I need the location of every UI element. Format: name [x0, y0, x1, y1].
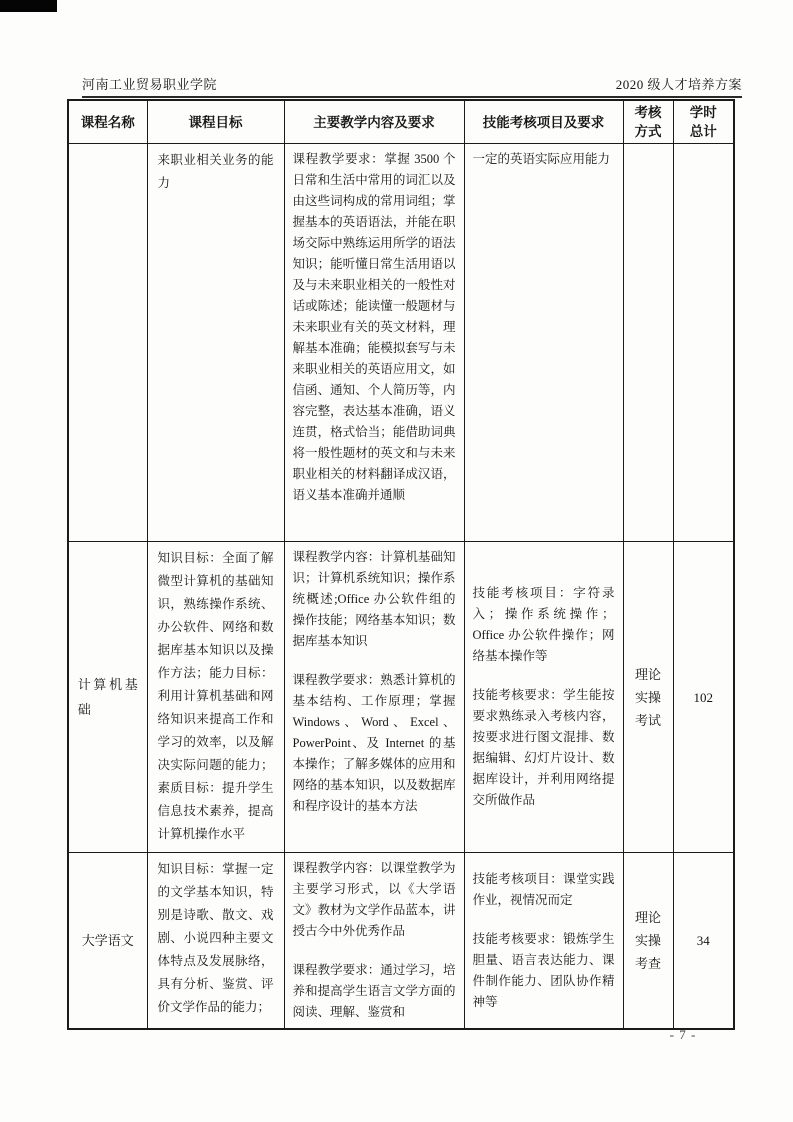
doc-header	[82, 62, 742, 98]
content-paragraph: 课程教学要求：掌握 3500 个日常和生活中常用的词汇以及由这些词构成的常用词组；掌握基本的英语语法，并能在职场交际中熟练运用所学的语法知识；能听懂日常生活用语以及与未来职业相关的一般性对话或陈述；能读懂一般题材与未来职业有关的英文材料，理解基本准确；能模拟套写与未来职业相关的英语应用文，如信函、通知、个人简历等，内容完整，表达基本准确，语义连贯，格式恰当；能借助词典将一般性题材的英文和与未来职业相关的材料翻译成汉语，语义基本准确并通顺	[292, 152, 456, 502]
header-exam-method: 考核方式	[623, 100, 673, 144]
content-paragraph-2: 课程教学要求：熟悉计算机的基本结构、工作原理；掌握 Windows、Word、Excel、PowerPoint、及 Internet 的基本操作；了解多媒体的应用和网络的基本知识，以及数据库和程序设计的基本方法	[292, 673, 456, 813]
content-paragraph-2: 课程教学要求：通过学习，培养和提高学生语言文学方面的阅读、理解、鉴赏和	[292, 963, 456, 1019]
assessment-cell	[464, 542, 623, 853]
content-cell	[284, 853, 464, 1030]
objectives-paragraph: 来职业相关业务的能力	[157, 153, 274, 190]
table-row-english-continued	[68, 144, 734, 542]
page-number: - 7 -	[669, 1027, 697, 1042]
content-paragraph-1: 课程教学内容：以课堂教学为主要学习形式，以《大学语文》教材为文学作品蓝本，讲授古今中外优秀作品	[292, 861, 456, 938]
objectives-cell	[147, 144, 284, 542]
header-school-name: 河南工业贸易职业学院	[82, 77, 218, 92]
assessment-cell	[464, 144, 623, 542]
course-name-cell: 大学语文	[68, 853, 147, 1030]
header-total-hours: 学时总计	[673, 100, 734, 144]
table-header-row	[68, 100, 734, 144]
assessment-paragraph-2: 技能考核要求：锻炼学生胆量、语言表达能力、课件制作能力、团队协作精神等	[472, 931, 615, 1009]
scan-artifact	[0, 0, 57, 12]
assessment-paragraph-1: 技能考核项目：课堂实践作业，视情况而定	[472, 871, 615, 907]
course-name-text: 计算机基础	[77, 677, 138, 717]
objectives-cell	[147, 542, 284, 853]
table-row-college-chinese	[68, 853, 734, 1030]
table-row-computer-basics	[68, 542, 734, 853]
course-table	[67, 99, 735, 1030]
objectives-cell	[147, 853, 284, 1030]
header-teaching-content: 主要教学内容及要求	[284, 100, 464, 144]
header-plan-title: 2020 级人才培养方案	[615, 77, 742, 92]
exam-method-cell	[623, 144, 673, 542]
assessment-paragraph: 一定的英语实际应用能力	[472, 152, 611, 166]
total-hours-cell: 102	[673, 542, 734, 853]
assessment-cell	[464, 853, 623, 1030]
header-course-name: 课程名称	[68, 100, 147, 144]
content-cell	[284, 542, 464, 853]
objectives-paragraph: 知识目标：全面了解微型计算机的基础知识，熟练操作系统、办公软件、网络和数据库基本知识以及操作方法；能力目标：利用计算机基础和网络知识来提高工作和学习的效率，以及解决实际问题的能力；素质目标：提升学生信息技术素养，提高计算机操作水平	[157, 551, 274, 841]
exam-method-cell: 理论实操考查	[623, 853, 673, 1030]
content-cell	[284, 144, 464, 542]
objectives-paragraph: 知识目标：掌握一定的文学基本知识，特别是诗歌、散文、戏剧、小说四种主要文体特点及发展脉络，具有分析、鉴赏、评价文学作品的能力；	[157, 862, 274, 1014]
course-name-cell	[68, 542, 147, 853]
assessment-paragraph-1: 技能考核项目：字符录入；操作系统操作；Office 办公软件操作；网络基本操作等	[472, 586, 615, 663]
exam-method-cell: 理论实操考试	[623, 542, 673, 853]
header-course-objectives: 课程目标	[147, 100, 284, 144]
total-hours-cell: 34	[673, 853, 734, 1030]
header-skill-assessment: 技能考核项目及要求	[464, 100, 623, 144]
assessment-paragraph-2: 技能考核要求：学生能按要求熟练录入考核内容，按要求进行图文混排、数据编辑、幻灯片设计、数据库设计，并利用网络提交所做作品	[472, 688, 615, 807]
total-hours-cell	[673, 144, 734, 542]
content-paragraph-1: 课程教学内容：计算机基础知识；计算机系统知识；操作系统概述;Office 办公软件组的操作技能；网络基本知识；数据库基本知识	[292, 550, 456, 648]
course-name-cell	[68, 144, 147, 542]
